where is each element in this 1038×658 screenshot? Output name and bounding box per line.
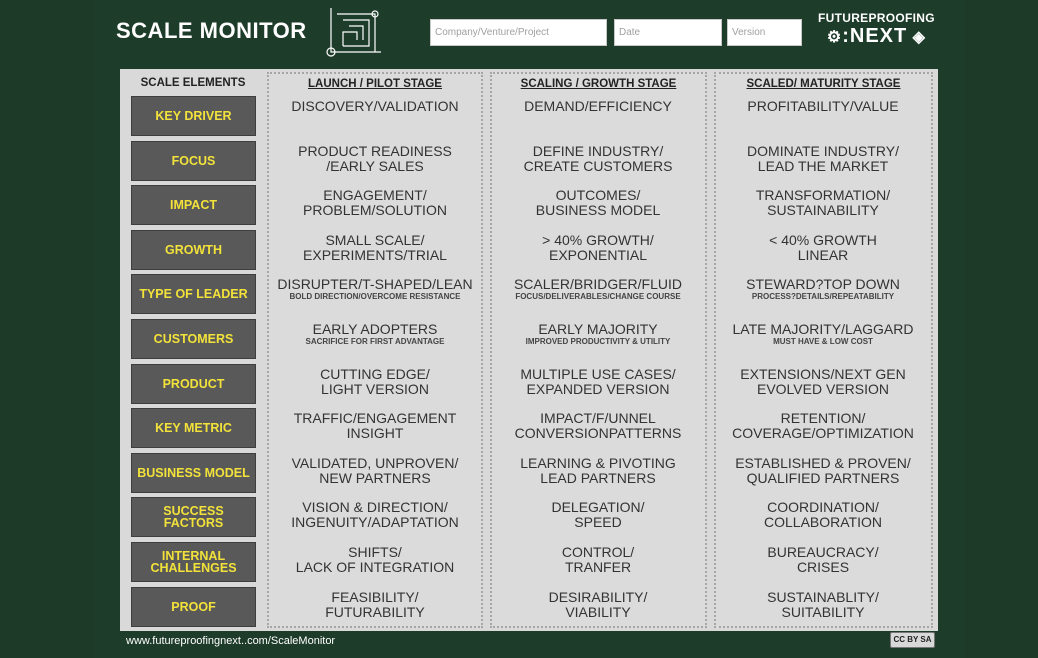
- stage-cell-text: ESTABLISHED & PROVEN/ QUALIFIED PARTNERS: [735, 454, 911, 486]
- stage-cell-subtext: FOCUS/DELIVERABLES/CHANGE COURSE: [515, 292, 681, 302]
- stage-cell-text: MULTIPLE USE CASES/ EXPANDED VERSION: [520, 365, 676, 397]
- stage-cell: [715, 233, 932, 263]
- stage-cell: [268, 233, 482, 263]
- stage-cell-subtext: MUST HAVE & LOW COST: [773, 337, 873, 346]
- stage-cell-text: SCALER/BRIDGER/FLUID: [513, 276, 683, 293]
- stage-cell-text: EARLY ADOPTERS: [312, 321, 438, 337]
- stage-cell-text: SMALL SCALE/ EXPERIMENTS/TRIAL: [303, 231, 447, 263]
- stage-cell: [268, 99, 482, 114]
- stage-cell-subtext: BOLD DIRECTION/OVERCOME RESISTANCE: [289, 292, 461, 302]
- scale-logo-icon: [323, 6, 383, 58]
- stage-header-scaling: SCALING / GROWTH STAGE: [520, 78, 677, 90]
- diamond-icon: ◈: [907, 29, 926, 46]
- stage-cell: [491, 590, 706, 620]
- stage-cell-text: PROFITABILITY/VALUE: [747, 98, 899, 114]
- brand-top-text: FUTUREPROOFING: [818, 11, 935, 25]
- stage-cell-text: CUTTING EDGE/ LIGHT VERSION: [320, 365, 430, 397]
- stage-cell: [491, 188, 706, 218]
- scale-element-label: GROWTH: [131, 230, 256, 270]
- stage-cell: [268, 500, 482, 530]
- stage-header-scaled: SCALED/ MATURITY STAGE: [746, 78, 901, 90]
- page-title: SCALE MONITOR: [116, 18, 307, 43]
- cc-license-badge: CC BY SA: [890, 632, 935, 648]
- stage-cell-text: > 40% GROWTH/ EXPONENTIAL: [542, 231, 654, 263]
- stage-cell: [491, 367, 706, 397]
- stage-cell-text: STEWARD?TOP DOWN: [746, 276, 900, 293]
- stage-cell-subtext: IMPROVED PRODUCTIVITY & UTILITY: [525, 337, 671, 346]
- scale-element-label: PRODUCT: [131, 364, 256, 404]
- stage-cell-text: DISCOVERY/VALIDATION: [291, 98, 459, 114]
- stage-cell-text: DESIRABILITY/ VIABILITY: [548, 588, 648, 620]
- stage-cell: [268, 545, 482, 575]
- brand-bottom-text: ⚙:NEXT ◈: [826, 25, 926, 47]
- stage-cell: [491, 277, 706, 301]
- stage-cell-text: < 40% GROWTH LINEAR: [769, 231, 877, 263]
- scale-element-label: IMPACT: [131, 185, 256, 225]
- stage-cell: [491, 233, 706, 263]
- stage-cell: [491, 322, 706, 346]
- stage-cell-text: DEFINE INDUSTRY/ CREATE CUSTOMERS: [523, 142, 673, 174]
- stage-cell: [268, 590, 482, 620]
- stage-cell-text: BUREAUCRACY/ CRISES: [767, 544, 879, 575]
- scale-element-label: KEY METRIC: [131, 408, 256, 448]
- stage-cell: [715, 322, 932, 346]
- stage-cell: [715, 545, 932, 575]
- stage-cell-text: COORDINATION/ COLLABORATION: [764, 499, 882, 531]
- scale-element-label: TYPE OF LEADER: [131, 274, 256, 314]
- scale-element-label: PROOF: [131, 587, 256, 627]
- stage-cell: [491, 144, 706, 174]
- stage-cell-text: DOMINATE INDUSTRY/ LEAD THE MARKET: [747, 142, 899, 174]
- stage-cell: [715, 188, 932, 218]
- stage-cell-text: EARLY MAJORITY: [538, 321, 658, 337]
- stage-cell: [268, 411, 482, 441]
- scale-element-label: INTERNAL CHALLENGES: [131, 542, 256, 582]
- stage-header-launch: LAUNCH / PILOT STAGE: [308, 78, 442, 90]
- stage-cell: [715, 367, 932, 397]
- stage-cell: [268, 144, 482, 174]
- stage-cell-subtext: SACRIFICE FOR FIRST ADVANTAGE: [305, 337, 445, 346]
- stage-cell: [715, 411, 932, 441]
- stage-cell: [491, 456, 706, 486]
- stage-cell-text: TRAFFIC/ENGAGEMENT INSIGHT: [293, 410, 457, 442]
- version-input[interactable]: [727, 19, 802, 46]
- stage-cell-text: VALIDATED, UNPROVEN/ NEW PARTNERS: [291, 454, 459, 486]
- scale-element-label: KEY DRIVER: [131, 96, 256, 136]
- gear-icon: ⚙: [826, 29, 843, 46]
- stage-cell: [268, 367, 482, 397]
- stage-cell-text: DELEGATION/ SPEED: [551, 499, 645, 531]
- company-input[interactable]: [430, 19, 607, 46]
- stage-cell-text: RETENTION/ COVERAGE/OPTIMIZATION: [732, 410, 914, 442]
- stage-cell: [268, 188, 482, 218]
- stage-cell-text: VISION & DIRECTION/ INGENUITY/ADAPTATION: [291, 499, 459, 531]
- stage-cell-text: OUTCOMES/ BUSINESS MODEL: [535, 187, 661, 219]
- stage-cell-text: LATE MAJORITY/LAGGARD: [732, 321, 914, 337]
- scale-element-label: FOCUS: [131, 141, 256, 181]
- stage-cell-text: SUSTAINABLITY/ SUITABILITY: [767, 588, 879, 620]
- stage-cell-text: PRODUCT READINESS /EARLY SALES: [298, 142, 452, 174]
- stage-cell: [268, 322, 482, 346]
- stage-cell-text: DEMAND/EFFICIENCY: [524, 98, 672, 114]
- date-input[interactable]: [614, 19, 722, 46]
- stage-cell: [715, 590, 932, 620]
- stage-cell: [715, 99, 932, 114]
- stage-cell-text: ENGAGEMENT/ PROBLEM/SOLUTION: [303, 187, 447, 219]
- scale-elements-header: SCALE ELEMENTS: [140, 77, 246, 89]
- stage-cell-text: CONTROL/ TRANFER: [561, 544, 635, 575]
- stage-cell: [491, 545, 706, 575]
- stage-cell: [268, 456, 482, 486]
- stage-cell-text: TRANSFORMATION/ SUSTAINABILITY: [755, 187, 891, 219]
- stage-cell: [491, 99, 706, 114]
- stage-cell: [715, 456, 932, 486]
- stage-cell: [268, 277, 482, 301]
- scale-element-label: BUSINESS MODEL: [131, 453, 256, 493]
- stage-cell: [715, 144, 932, 174]
- stage-cell-text: FEASIBILITY/ FUTURABILITY: [325, 588, 425, 620]
- scale-element-label: CUSTOMERS: [131, 319, 256, 359]
- scale-monitor-board: [120, 69, 938, 631]
- brand-logo: [818, 11, 935, 49]
- stage-cell-text: LEARNING & PIVOTING LEAD PARTNERS: [520, 454, 676, 486]
- stage-cell-text: SHIFTS/ LACK OF INTEGRATION: [295, 544, 455, 575]
- stage-cell: [491, 411, 706, 441]
- scale-element-label: SUCCESS FACTORS: [131, 497, 256, 537]
- footer-url: www.futureproofingnext..com/ScaleMonitor: [126, 635, 336, 647]
- stage-cell: [715, 277, 932, 301]
- stage-cell-text: DISRUPTER/T-SHAPED/LEAN: [277, 276, 473, 293]
- stage-cell: [491, 500, 706, 530]
- stage-cell-text: IMPACT/F/UNNEL CONVERSIONPATTERNS: [514, 410, 682, 442]
- stage-cell: [715, 500, 932, 530]
- stage-cell-subtext: PROCESS?DETAILS/REPEATABILITY: [751, 292, 895, 302]
- stage-cell-text: EXTENSIONS/NEXT GEN EVOLVED VERSION: [740, 365, 906, 397]
